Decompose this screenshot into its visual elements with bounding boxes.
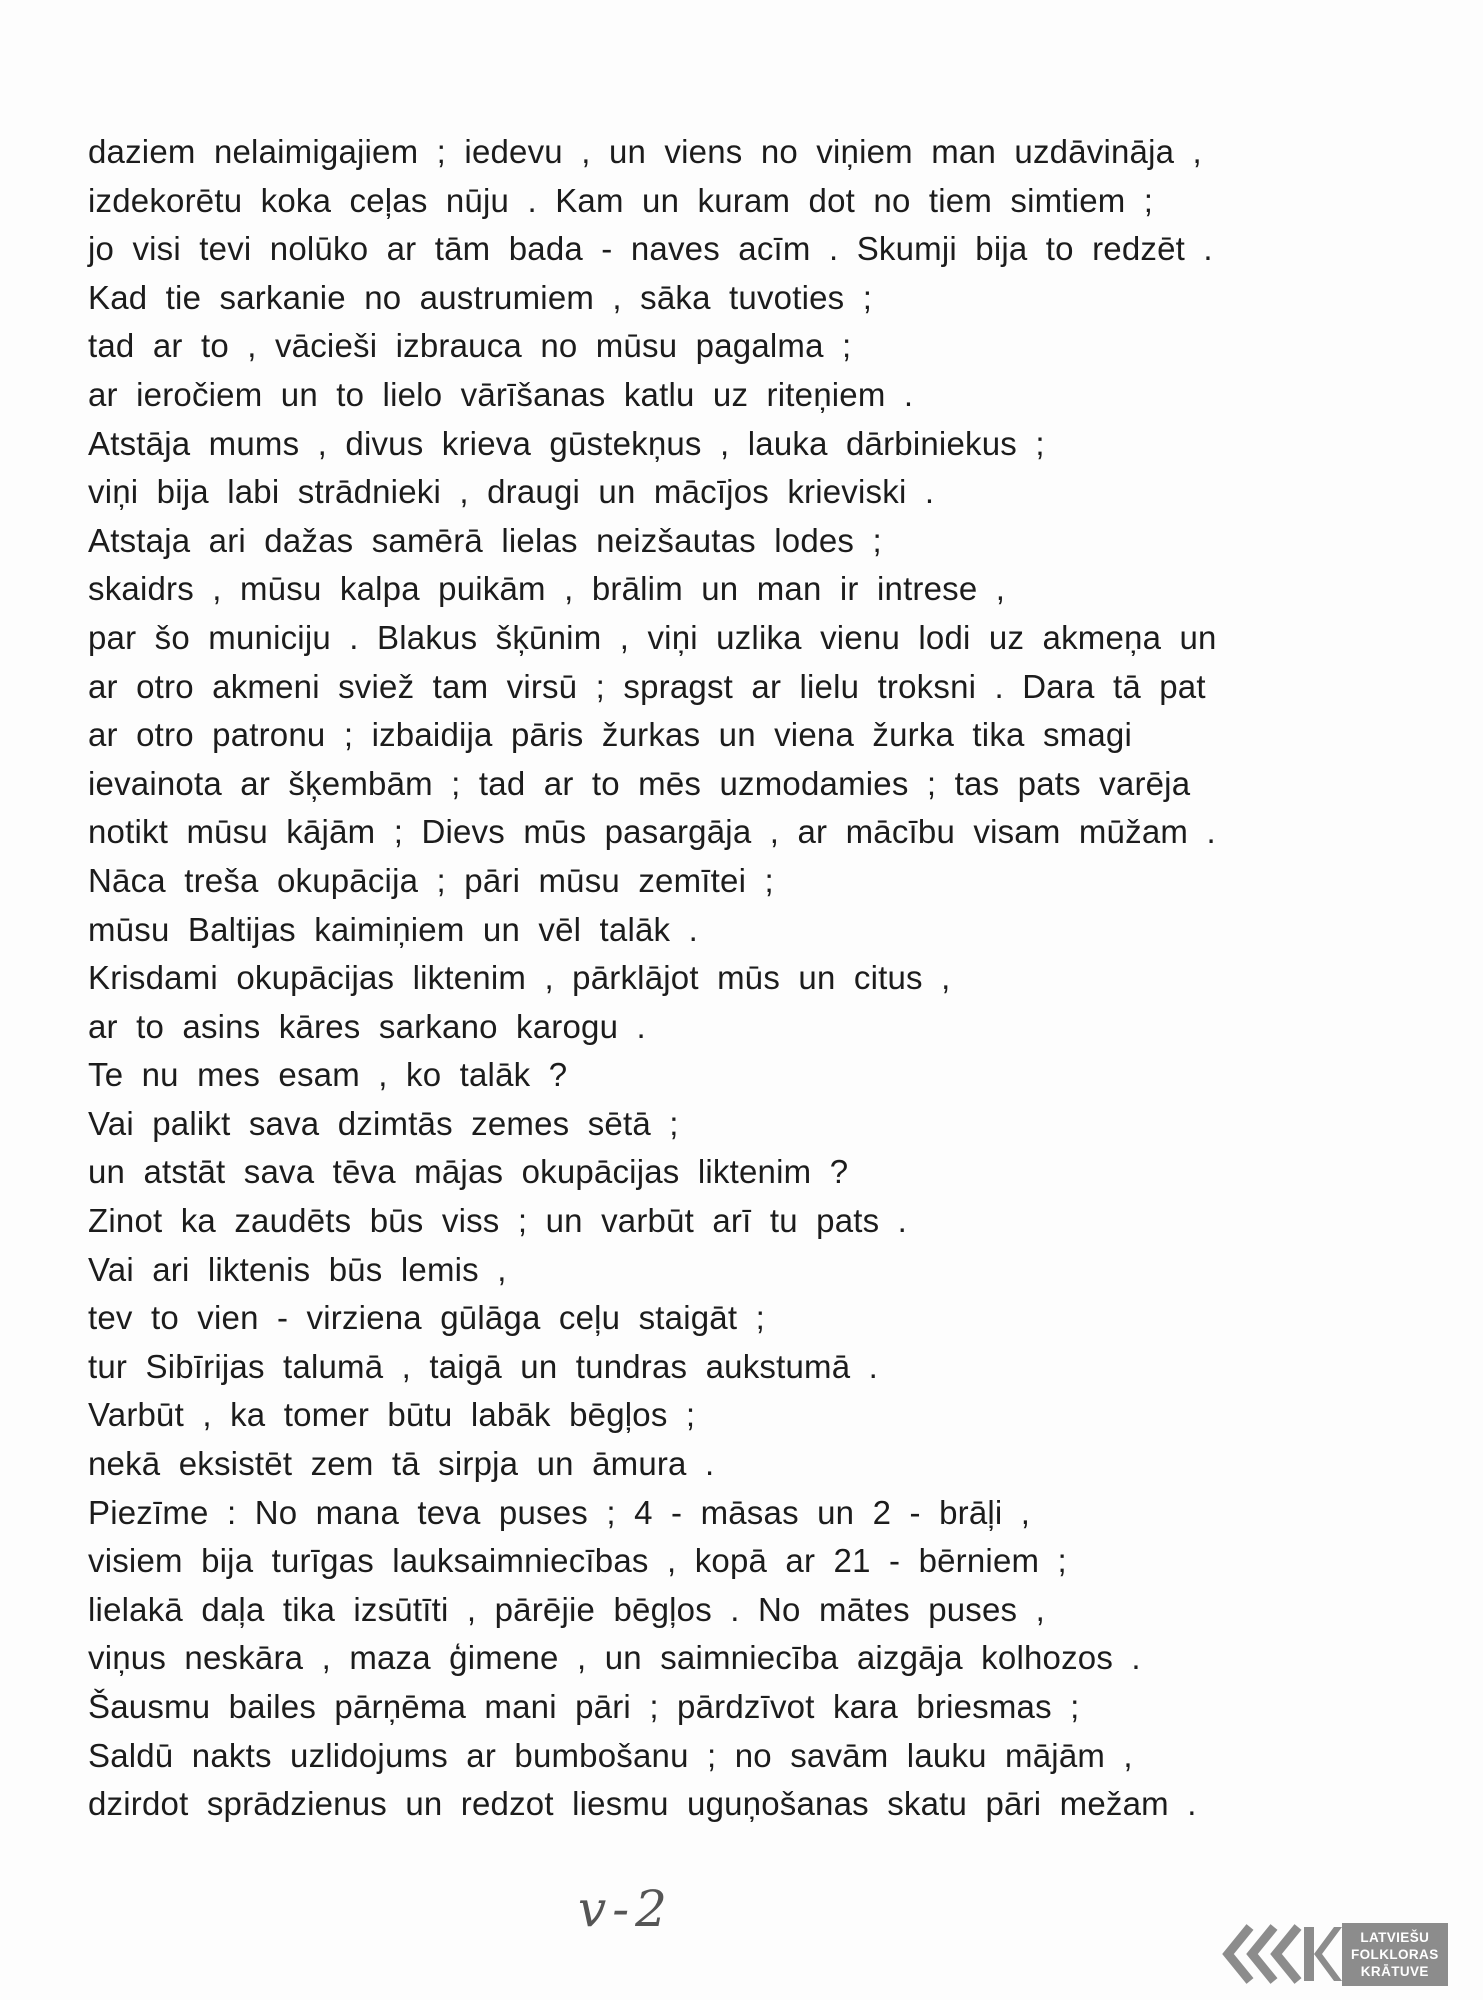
text-line: Zinot ka zaudēts būs viss ; un varbūt arī tu pats .	[88, 1202, 908, 1240]
text-line: viņus neskāra , maza ģimene , un saimniecība aizgāja kolhozos .	[88, 1639, 1141, 1677]
text-line: Krisdami okupācijas liktenim , pārklājot mūs un citus ,	[88, 959, 951, 997]
text-line: lielakā daļa tika izsūtīti , pārējie bēgļos . No mātes puses ,	[88, 1590, 1045, 1628]
text-line: Varbūt , ka tomer būtu labāk bēgļos ;	[88, 1396, 696, 1434]
text-line: notikt mūsu kājām ; Dievs mūs pasargāja , ar mācību visam mūžam .	[88, 813, 1216, 851]
logo-line: LATVIEŠU	[1360, 1929, 1430, 1945]
text-line: Atstāja mums , divus krieva gūstekņus , lauka dārbiniekus ;	[88, 424, 1045, 462]
text-line: skaidrs , mūsu kalpa puikām , brālim un man ir intrese ,	[88, 570, 1006, 608]
text-line: ar ieročiem un to lielo vārīšanas katlu uz riteņiem .	[88, 375, 914, 413]
text-line: tad ar to , vācieši izbrauca no mūsu pagalma ;	[88, 327, 852, 365]
text-line: un atstāt sava tēva mājas okupācijas liktenim ?	[88, 1153, 849, 1191]
text-line: Piezīme : No mana teva puses ; 4 - māsas un 2 - brāļi ,	[88, 1493, 1031, 1531]
letter-text	[88, 128, 1418, 1829]
text-line: nekā eksistēt zem tā sirpja un āmura .	[88, 1445, 715, 1483]
text-line: ar to asins kāres sarkano karogu .	[88, 1007, 646, 1045]
text-line: par šo municiju . Blakus šķūnim , viņi uzlika vienu lodi uz akmeņa un	[88, 618, 1217, 656]
text-line: tur Sibīrijas talumā , taigā un tundras aukstumā .	[88, 1347, 879, 1385]
text-line: tev to vien - virziena gūlāga ceļu staigāt ;	[88, 1299, 765, 1337]
text-line: dzirdot sprādzienus un redzot liesmu uguņošanas skatu pāri mežam .	[88, 1785, 1197, 1823]
text-line: Saldū nakts uzlidojums ar bumbošanu ; no savām lauku mājām ,	[88, 1736, 1133, 1774]
text-line: jo visi tevi nolūko ar tām bada - naves acīm . Skumji bija to redzēt .	[88, 230, 1213, 268]
lfk-logo-icon	[1222, 1919, 1342, 1989]
text-line: ar otro patronu ; izbaidija pāris žurkas un viena žurka tika smagi	[88, 716, 1132, 754]
text-line: Vai ari liktenis būs lemis ,	[88, 1250, 507, 1288]
text-line: daziem nelaimigajiem ; iedevu , un viens no viņiem man uzdāvināja ,	[88, 133, 1202, 170]
text-line: Kad tie sarkanie no austrumiem , sāka tuvoties ;	[88, 278, 873, 316]
text-line: ar otro akmeni sviež tam virsū ; spragst ar lielu troksni . Dara tā pat	[88, 667, 1206, 705]
text-line: mūsu Baltijas kaimiņiem un vēl talāk .	[88, 910, 698, 948]
logo-line: FOLKLORAS	[1351, 1946, 1439, 1962]
text-line: ievainota ar šķembām ; tad ar to mēs uzmodamies ; tas pats varēja	[88, 764, 1191, 802]
text-line: viņi bija labi strādnieki , draugi un mācījos krieviski .	[88, 473, 935, 511]
text-line: Šausmu bailes pārņēma mani pāri ; pārdzīvot kara briesmas ;	[88, 1688, 1080, 1725]
text-line: Vai palikt sava dzimtās zemes sētā ;	[88, 1104, 679, 1142]
text-line: Nāca treša okupācija ; pāri mūsu zemītei ;	[88, 861, 774, 899]
archive-logo	[1222, 1913, 1472, 1995]
text-line: izdekorētu koka ceļas nūju . Kam un kuram dot no tiem simtiem ;	[88, 181, 1154, 219]
logo-text-box	[1342, 1923, 1448, 1986]
text-line: Te nu mes esam , ko talāk ?	[88, 1056, 568, 1094]
text-line: Atstaja ari dažas samērā lielas neizšautas lodes ;	[88, 521, 882, 559]
handwritten-page-number: v-2	[578, 1880, 673, 1938]
text-line: visiem bija turīgas lauksaimniecības , kopā ar 21 - bērniem ;	[88, 1542, 1067, 1580]
logo-line: KRĀTUVE	[1360, 1963, 1429, 1979]
